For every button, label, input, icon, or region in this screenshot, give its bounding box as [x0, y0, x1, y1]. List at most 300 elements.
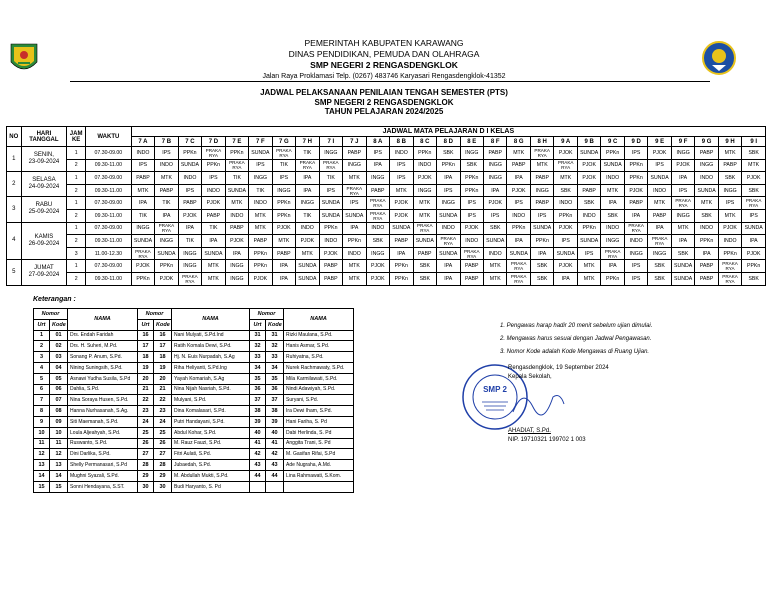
teacher-name: M. Rauz Fauzi, S.Pd. — [172, 438, 250, 449]
subject-cell: TIK — [131, 209, 154, 222]
letterhead — [0, 38, 768, 82]
subject-cell: PABP — [225, 222, 248, 235]
teacher-urt: 39 — [250, 416, 266, 427]
day-name: SENIN, — [33, 152, 54, 159]
teacher-row — [34, 384, 354, 395]
handwritten-signature — [508, 382, 568, 422]
subject-cell: INDO — [507, 209, 530, 222]
teacher-urt: 18 — [138, 352, 154, 363]
subject-cell: IPS — [718, 197, 741, 210]
teacher-urt: 28 — [138, 460, 154, 471]
letterhead-divider — [70, 81, 710, 82]
class-header: 7 C — [178, 137, 201, 147]
class-header: 7 E — [225, 137, 248, 147]
teacher-urt: 32 — [250, 341, 266, 352]
subject-cell: PPKn — [131, 272, 154, 285]
teacher-kode: 04 — [50, 362, 68, 373]
subject-cell: MTK — [249, 222, 272, 235]
subject-cell: IPS — [507, 197, 530, 210]
schedule-row — [7, 209, 766, 222]
period-number: 2 — [67, 272, 86, 285]
subject-cell: IPA — [343, 222, 366, 235]
teacher-name: M. Abdullah Mukti, S.Pd. — [172, 470, 250, 481]
day-name: KAMIS — [34, 233, 54, 240]
subject-cell: IPA — [272, 272, 295, 285]
subject-cell: PRAKA RYA — [624, 222, 647, 235]
teacher-kode: 41 — [266, 438, 284, 449]
subject-cell: TIK — [319, 172, 342, 185]
subject-cell: SUNDA — [413, 235, 436, 248]
subject-cell: PPKn — [718, 247, 741, 260]
subject-cell: PJOK — [460, 222, 483, 235]
subject-cell: PPKn — [272, 209, 295, 222]
subject-cell: PPKn — [155, 260, 178, 273]
teacher-kode: 32 — [266, 341, 284, 352]
subject-cell: MTK — [530, 159, 553, 172]
subject-cell: MTK — [155, 172, 178, 185]
subject-cell: INGG — [624, 247, 647, 260]
subject-cell: PRAKA RYA — [296, 159, 319, 172]
subject-cell: INGG — [530, 184, 553, 197]
subject-cell: SBK — [577, 197, 600, 210]
class-header: 7 A — [131, 137, 154, 147]
teacher-kode: 15 — [50, 481, 68, 492]
subject-cell: PABP — [530, 197, 553, 210]
subject-cell: INGG — [483, 172, 506, 185]
subject-cell: INGG — [319, 147, 342, 160]
teacher-urt: 26 — [138, 438, 154, 449]
subject-cell: PJOK — [718, 222, 741, 235]
day-date: 23-09-2024 — [28, 159, 60, 166]
period-time: 07.30-09.00 — [85, 260, 131, 273]
subject-cell: IPS — [460, 197, 483, 210]
subject-cell: INDO — [155, 159, 178, 172]
teacher-kode: 30 — [154, 481, 172, 492]
subject-cell: PABP — [695, 272, 718, 285]
subject-cell: IPS — [624, 260, 647, 273]
subject-cell: PRAKA RYA — [648, 235, 671, 248]
subject-cell: IPS — [437, 184, 460, 197]
teacher-urt — [250, 481, 266, 492]
subject-cell: SBK — [413, 272, 436, 285]
subject-cell: PJOK — [671, 159, 694, 172]
subject-cell: PRAKA RYA — [718, 260, 741, 273]
teacher-name: Yayah Komariah, S.Ag — [172, 373, 250, 384]
subject-cell: IPA — [624, 209, 647, 222]
teacher-urt: 44 — [250, 470, 266, 481]
subject-cell: IPS — [131, 159, 154, 172]
note-1: 1. Pengawas harap hadir 20 menit sebelum ujian dimulai. — [500, 323, 653, 329]
subject-cell: PPKn — [390, 272, 413, 285]
subject-cell: SBK — [366, 235, 389, 248]
day-number: 3 — [7, 197, 22, 222]
subject-cell: INGG — [437, 197, 460, 210]
teacher-kode: 13 — [50, 460, 68, 471]
subject-cell: MTK — [343, 172, 366, 185]
subject-cell: MTK — [483, 260, 506, 273]
day-name: JUMAT — [34, 265, 54, 272]
subject-cell: PJOK — [742, 172, 766, 185]
teacher-urt: 34 — [250, 362, 266, 373]
subject-cell: SUNDA — [249, 147, 272, 160]
subject-cell: TIK — [225, 172, 248, 185]
subject-cell: MTK — [249, 209, 272, 222]
teacher-kode: 10 — [50, 427, 68, 438]
subject-cell: INDO — [225, 209, 248, 222]
subject-cell: MTK — [272, 235, 295, 248]
subject-cell: PJOK — [577, 159, 600, 172]
teacher-kode: 37 — [266, 395, 284, 406]
subject-cell: PPKn — [202, 159, 225, 172]
subject-cell: INDO — [460, 235, 483, 248]
subject-cell: IPS — [483, 209, 506, 222]
subject-cell: INDO — [718, 235, 741, 248]
teacher-kode: 29 — [154, 470, 172, 481]
subject-cell: IPS — [390, 159, 413, 172]
subject-cell: PABP — [390, 235, 413, 248]
subject-cell: MTK — [718, 147, 741, 160]
class-header: 7 G — [272, 137, 295, 147]
subject-cell: INGG — [671, 147, 694, 160]
subject-cell: INGG — [366, 172, 389, 185]
subject-cell: PJOK — [249, 272, 272, 285]
subject-cell: SUNDA — [648, 172, 671, 185]
subject-cell: MTK — [413, 209, 436, 222]
teacher-name: Drs. H. Suheri, M.Pd. — [68, 341, 138, 352]
subject-cell: SUNDA — [554, 247, 577, 260]
subject-cell: INDO — [601, 222, 624, 235]
head-urt-2: Urt — [138, 319, 154, 330]
subject-cell: PRAKA RYA — [507, 272, 530, 285]
teacher-name: Drs. Endah Faridah — [68, 330, 138, 341]
subject-cell: PPKn — [554, 209, 577, 222]
subject-cell: PPKn — [624, 172, 647, 185]
subject-cell: PABP — [695, 260, 718, 273]
schedule-row — [7, 260, 766, 273]
subject-cell: TIK — [296, 209, 319, 222]
class-header: 8 C — [413, 137, 436, 147]
teacher-urt: 43 — [250, 460, 266, 471]
letterhead-line2: DINAS PENDIDIKAN, PEMUDA DAN OLAHRAGA — [288, 49, 480, 59]
day-number: 4 — [7, 222, 22, 260]
subject-cell: PABP — [366, 184, 389, 197]
subject-cell: PRAKA RYA — [343, 184, 366, 197]
subject-cell: SBK — [554, 184, 577, 197]
subject-cell: IPS — [272, 172, 295, 185]
teacher-row — [34, 416, 354, 427]
subject-cell: PABP — [718, 159, 741, 172]
subject-cell: IPS — [178, 184, 201, 197]
teacher-urt: 2 — [34, 341, 50, 352]
subject-cell: INGG — [131, 222, 154, 235]
subject-cell: SUNDA — [131, 235, 154, 248]
teacher-kode: 14 — [50, 470, 68, 481]
subject-cell: IPS — [577, 247, 600, 260]
teacher-name: Anggita Trani, S. Pd — [284, 438, 354, 449]
subject-cell: MTK — [390, 184, 413, 197]
subject-cell: PPKn — [577, 222, 600, 235]
teacher-name: Ira Dewi Iham, S.Pd. — [284, 406, 354, 417]
class-header: 7 I — [319, 137, 342, 147]
subject-cell: SUNDA — [483, 235, 506, 248]
subject-cell: INGG — [225, 260, 248, 273]
teacher-urt: 13 — [34, 460, 50, 471]
period-time: 07.30-09.00 — [85, 172, 131, 185]
subject-cell: IPA — [131, 197, 154, 210]
col-group-jadwal: JADWAL MATA PELAJARAN D I KELAS — [131, 127, 765, 137]
subject-cell: IPS — [530, 209, 553, 222]
class-header: 9 H — [718, 137, 741, 147]
teacher-kode: 11 — [50, 438, 68, 449]
col-tanggal: TANGGAL — [29, 136, 59, 143]
subject-cell: SUNDA — [695, 184, 718, 197]
teacher-name: Siti Maemanah, S.Pd. — [68, 416, 138, 427]
subject-cell: INGG — [296, 197, 319, 210]
subject-cell: IPA — [530, 247, 553, 260]
subject-cell: MTK — [202, 272, 225, 285]
teacher-name: Lina Rahmawati, S.Kom. — [284, 470, 354, 481]
subject-cell: PPKn — [695, 235, 718, 248]
teacher-urt: 14 — [34, 470, 50, 481]
teacher-name: Nina Soraya Husen, S.Pd. — [68, 395, 138, 406]
teacher-urt: 5 — [34, 373, 50, 384]
col-ke: KE — [71, 136, 81, 143]
teacher-urt: 30 — [138, 481, 154, 492]
subject-cell: SBK — [460, 159, 483, 172]
day-date-cell — [21, 222, 67, 260]
subject-cell: PPKn — [742, 260, 766, 273]
teacher-name: Nani Mulyati, S.Pd.Ind — [172, 330, 250, 341]
subject-cell: INDO — [131, 147, 154, 160]
subject-cell: INDO — [249, 197, 272, 210]
subject-cell: SUNDA — [437, 209, 460, 222]
subject-cell: PJOK — [554, 222, 577, 235]
subject-cell: MTK — [695, 197, 718, 210]
class-header: 8 G — [507, 137, 530, 147]
subject-cell: IPA — [437, 172, 460, 185]
sign-place-date: Rengasdengklok, 19 September 2024 — [508, 365, 609, 371]
teacher-kode: 18 — [154, 352, 172, 363]
schedule-row — [7, 172, 766, 185]
teacher-row — [34, 427, 354, 438]
subject-cell: IPS — [624, 147, 647, 160]
period-number: 1 — [67, 147, 86, 160]
subject-cell: PPKn — [601, 147, 624, 160]
day-date-cell — [21, 260, 67, 285]
teacher-row — [34, 395, 354, 406]
teacher-kode: 31 — [266, 330, 284, 341]
subject-cell: IPA — [202, 235, 225, 248]
subject-cell: PPKn — [178, 147, 201, 160]
teacher-row — [34, 406, 354, 417]
sign-name: AHADIAT, S.Pd. — [508, 428, 551, 434]
teacher-urt: 1 — [34, 330, 50, 341]
teacher-name: Nurek Rachmawaty, S.Pd. — [284, 362, 354, 373]
subject-cell: IPS — [624, 272, 647, 285]
teacher-kode: 02 — [50, 341, 68, 352]
subject-cell: INGG — [343, 159, 366, 172]
period-number: 2 — [67, 209, 86, 222]
subject-cell: PABP — [131, 172, 154, 185]
letterhead-line1: PEMERINTAH KABUPATEN KARAWANG — [304, 38, 464, 48]
subject-cell: IPA — [671, 235, 694, 248]
teacher-name: Ruhiyatna, S.Pd. — [284, 352, 354, 363]
teacher-urt: 7 — [34, 395, 50, 406]
subject-cell: PABP — [249, 235, 272, 248]
head-nama-2: NAMA — [172, 309, 250, 331]
teacher-kode: 26 — [154, 438, 172, 449]
day-number: 2 — [7, 172, 22, 197]
subject-cell: IPA — [483, 184, 506, 197]
subject-cell: INDO — [296, 222, 319, 235]
subject-cell: SBK — [530, 260, 553, 273]
subject-cell: PRAKA RYA — [366, 197, 389, 210]
subject-cell: PRAKA RYA — [507, 260, 530, 273]
teacher-urt: 20 — [138, 373, 154, 384]
subject-cell: PABP — [155, 184, 178, 197]
period-number: 1 — [67, 197, 86, 210]
subject-cell: INDO — [202, 184, 225, 197]
period-time: 09.30-11.00 — [85, 209, 131, 222]
subject-cell: INDO — [413, 159, 436, 172]
teacher-name: Ratih Komala Dewi, S.Pd. — [172, 341, 250, 352]
sign-role: Kepala Sekolah, — [508, 374, 552, 380]
subject-cell: PPKn — [390, 260, 413, 273]
subject-cell: PPKn — [601, 272, 624, 285]
subject-cell: PRAKA RYA — [437, 235, 460, 248]
subject-cell: INGG — [648, 247, 671, 260]
subject-cell: IPS — [319, 184, 342, 197]
teacher-name: Fitri Aulati, S.Pd. — [172, 449, 250, 460]
subject-cell: PJOK — [202, 197, 225, 210]
head-kode-2: Kode — [154, 319, 172, 330]
subject-cell: IPA — [178, 222, 201, 235]
subject-cell: PJOK — [624, 184, 647, 197]
period-number: 1 — [67, 172, 86, 185]
schedule-row — [7, 159, 766, 172]
teacher-kode: 34 — [266, 362, 284, 373]
subject-cell: PABP — [577, 184, 600, 197]
period-time: 07.30-09.00 — [85, 222, 131, 235]
teacher-kode — [266, 481, 284, 492]
teacher-urt: 40 — [250, 427, 266, 438]
subject-cell: PRAKA RYA — [178, 272, 201, 285]
subject-cell: PRAKA RYA — [460, 247, 483, 260]
teacher-kode: 21 — [154, 384, 172, 395]
subject-cell: IPA — [390, 247, 413, 260]
teacher-urt: 21 — [138, 384, 154, 395]
col-hari: HARI — [36, 130, 52, 137]
subject-cell: SBK — [648, 272, 671, 285]
teacher-kode: 44 — [266, 470, 284, 481]
subject-cell: SUNDA — [343, 209, 366, 222]
period-number: 1 — [67, 222, 86, 235]
teacher-kode: 36 — [266, 384, 284, 395]
teacher-name: Riha Heliyanti, S.Pd.Ing — [172, 362, 250, 373]
teacher-urt: 35 — [250, 373, 266, 384]
subject-cell: INGG — [366, 247, 389, 260]
subject-cell: SBK — [742, 184, 766, 197]
subject-cell: PPKn — [437, 159, 460, 172]
col-waktu: WAKTU — [85, 127, 131, 147]
teacher-kode: 27 — [154, 449, 172, 460]
subject-cell: SBK — [437, 147, 460, 160]
subject-cell: IPA — [272, 260, 295, 273]
subject-cell: SUNDA — [530, 222, 553, 235]
teacher-urt: 3 — [34, 352, 50, 363]
keterangan-label: Keterangan : — [33, 296, 76, 303]
period-time: 09.30-11.00 — [85, 272, 131, 285]
teacher-kode: 08 — [50, 406, 68, 417]
subject-cell: INDO — [390, 147, 413, 160]
subject-cell: SUNDA — [296, 260, 319, 273]
sign-nip: NIP. 19710321 199702 1 003 — [508, 437, 586, 443]
teacher-urt: 31 — [250, 330, 266, 341]
day-number: 1 — [7, 147, 22, 172]
subject-cell: IPA — [296, 172, 319, 185]
teacher-name: Hanna Nurhasanah, S.Ag. — [68, 406, 138, 417]
teacher-name: Putri Handayani, S.Pd. — [172, 416, 250, 427]
subject-cell: INDO — [343, 247, 366, 260]
subject-cell: PJOK — [742, 247, 766, 260]
signature-block — [508, 364, 609, 445]
subject-cell: PABP — [648, 209, 671, 222]
subject-cell: INDO — [624, 235, 647, 248]
subject-cell: IPS — [742, 209, 766, 222]
teacher-name: Hanis Asmar, S.Pd. — [284, 341, 354, 352]
teacher-urt: 15 — [34, 481, 50, 492]
day-date: 24-09-2024 — [28, 184, 60, 191]
subject-cell: MTK — [577, 272, 600, 285]
teacher-row — [34, 373, 354, 384]
class-header: 9 G — [695, 137, 718, 147]
teacher-kode: 35 — [266, 373, 284, 384]
teacher-name: Jubaedah, S.Pd. — [172, 460, 250, 471]
teacher-urt: 8 — [34, 406, 50, 417]
teacher-name: Rizki Maulana, S.Pd. — [284, 330, 354, 341]
subject-cell: PJOK — [413, 172, 436, 185]
subject-cell: SUNDA — [437, 247, 460, 260]
subject-cell: SBK — [695, 209, 718, 222]
subject-cell: MTK — [742, 159, 766, 172]
subject-cell: TIK — [249, 184, 272, 197]
teacher-urt: 11 — [34, 438, 50, 449]
subject-cell: PPKn — [530, 235, 553, 248]
period-time: 07.30-09.00 — [85, 197, 131, 210]
schedule-row — [7, 272, 766, 285]
period-time: 11.00-12.30 — [85, 247, 131, 260]
teacher-row — [34, 449, 354, 460]
subject-cell: SUNDA — [671, 260, 694, 273]
subject-cell: PJOK — [178, 209, 201, 222]
class-header: 8 D — [437, 137, 460, 147]
subject-cell: PJOK — [390, 197, 413, 210]
teacher-name: Hani Fariha, S. Pd — [284, 416, 354, 427]
teacher-name: Mila Karmilawati, S.Pd. — [284, 373, 354, 384]
subject-cell: IPS — [155, 147, 178, 160]
col-no: NO — [7, 127, 22, 147]
head-nomor-3: Nomor — [250, 309, 284, 320]
subject-cell: PRAKA RYA — [530, 147, 553, 160]
teacher-urt: 16 — [138, 330, 154, 341]
subject-cell: MTK — [413, 197, 436, 210]
subject-cell: SUNDA — [577, 147, 600, 160]
teacher-kode: 07 — [50, 395, 68, 406]
subject-cell: PJOK — [319, 247, 342, 260]
subject-cell: MTK — [577, 260, 600, 273]
head-nomor-2: Nomor — [138, 309, 172, 320]
subject-cell: PJOK — [366, 260, 389, 273]
